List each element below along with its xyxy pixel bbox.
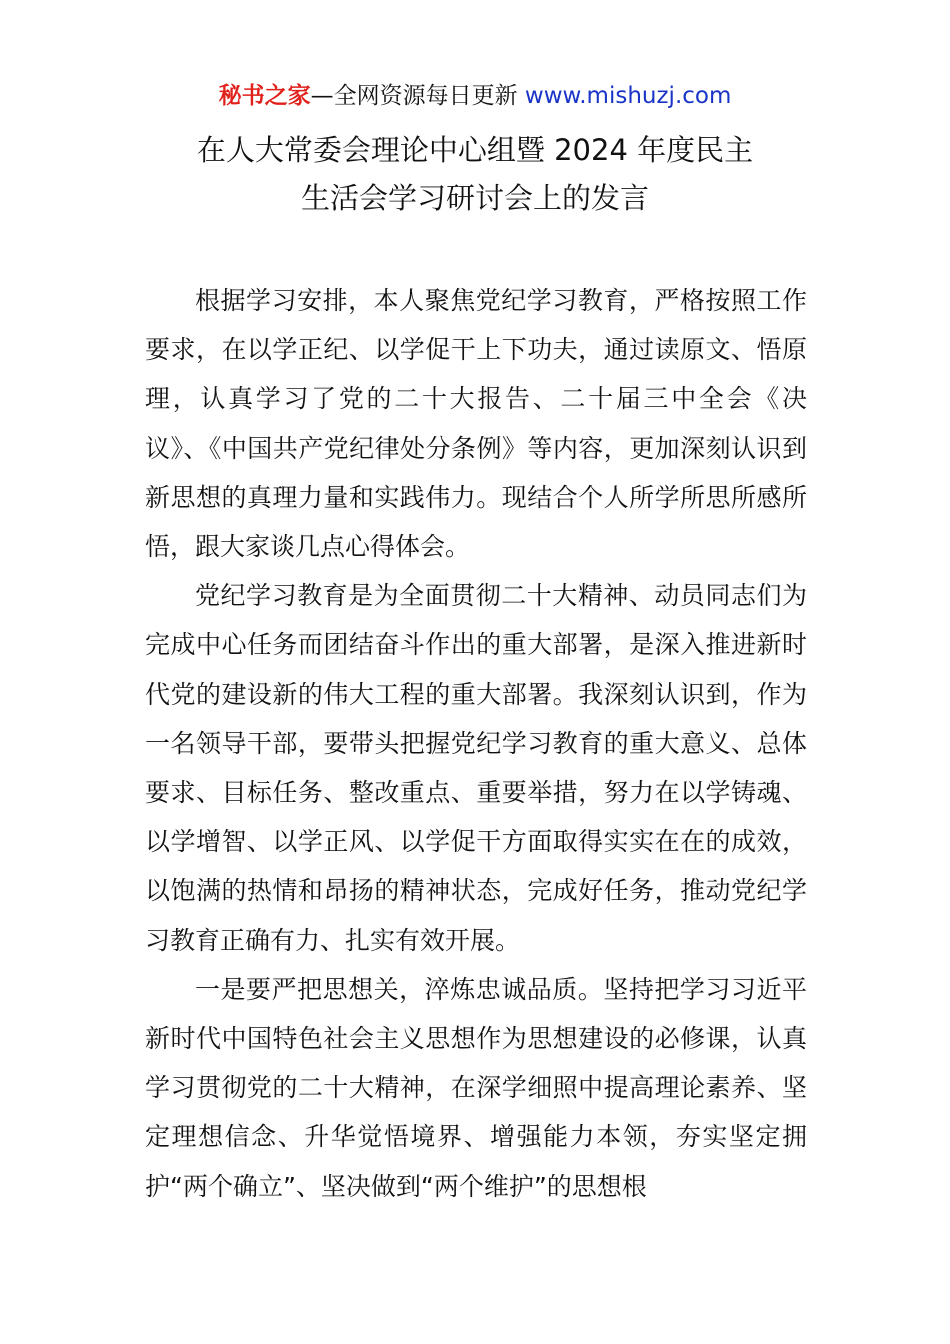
paragraph-3	[145, 965, 807, 1211]
document-body	[145, 276, 807, 1211]
site-header	[0, 80, 950, 112]
paragraph-1: 根据学习安排，本人聚焦党纪学习教育，严格按照工作要求，在以学正纪、以学促干上下功夫，通过读原文、悟原理，认真学习了党的二十大报告、二十届三中全会《决议》、《中国共产党纪律处分条例》等内容，更加深刻认识到新思想的真理力量和实践伟力。现结合个人所学所思所感所悟，跟大家谈几点心得体会。	[145, 286, 807, 562]
paragraph-2: 党纪学习教育是为全面贯彻二十大精神、动员同志们为完成中心任务而团结奋斗作出的重大部署，是深入推进新时代党的建设新的伟大工程的重大部署。我深刻认识到，作为一名领导干部，要带头把握党纪学习教育的重大意义、总体要求、目标任务、整改重点、重要举措，努力在以学铸魂、以学增智、以学正风、以学促干方面取得实实在在的成效，以饱满的热情和昂扬的精神状态，完成好任务，推动党纪学习教育正确有力、扎实有效开展。	[145, 581, 807, 955]
site-brand[interactable]: 秘书之家	[218, 83, 311, 109]
site-url-link[interactable]: www.mishuzj.com	[524, 83, 732, 109]
document-title-line-2: 生活会学习研讨会上的发言	[300, 181, 649, 215]
site-slogan: —全网资源每日更新	[310, 83, 518, 109]
paragraph-3-lead: 一是要严把思想关，淬炼忠诚品质。	[195, 974, 604, 1004]
paragraph-3-text: 坚持把学习习近平新时代中国特色社会主义思想作为思想建设的必修课，认真学习贯彻党的二十大精神，在深学细照中提高理论素养、坚定理想信念、升华觉悟境界、增强能力本领，夯实坚定拥护“两个确立”、坚决做到“两个维护”的思想根	[145, 974, 807, 1201]
document-title-line-1: 在人大常委会理论中心组暨 2024 年度民主	[196, 133, 754, 167]
